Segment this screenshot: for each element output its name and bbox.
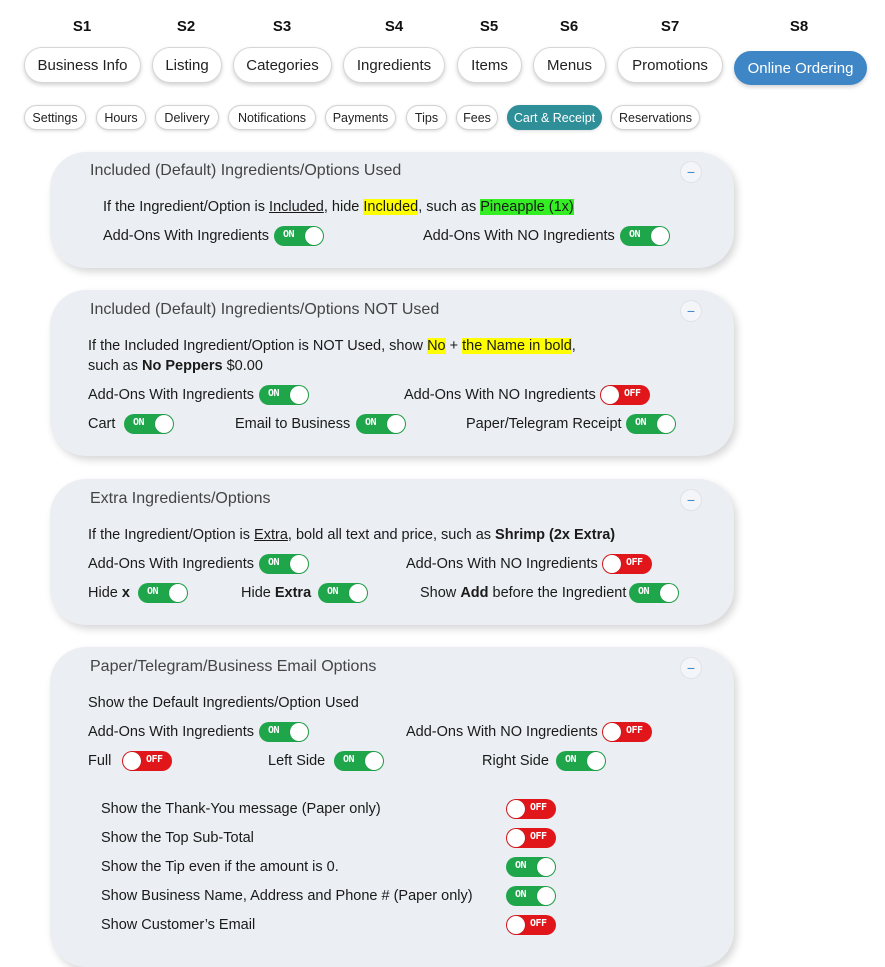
subtab-delivery[interactable]: Delivery <box>155 105 219 130</box>
tip-zero-toggle[interactable]: ON <box>506 857 556 877</box>
cart-label: Cart <box>88 416 116 432</box>
tab-categories[interactable]: Categories <box>233 47 332 83</box>
thank-you-label: Show the Thank-You message (Paper only) <box>101 801 381 817</box>
cart-toggle[interactable]: ON <box>124 414 174 434</box>
addons-without-toggle[interactable]: OFF <box>602 722 652 742</box>
subtab-payments[interactable]: Payments <box>325 105 396 130</box>
collapse-button[interactable]: − <box>680 300 702 322</box>
addons-without-toggle[interactable]: OFF <box>600 385 650 405</box>
addons-without-label: Add-Ons With NO Ingredients <box>406 724 598 740</box>
full-label: Full <box>88 753 112 769</box>
tab-online-ordering[interactable]: Online Ordering <box>734 51 867 85</box>
hide-x-toggle[interactable]: ON <box>138 583 188 603</box>
step-label-s2: S2 <box>176 18 196 35</box>
step-label-s1: S1 <box>72 18 92 35</box>
subtab-notifications[interactable]: Notifications <box>228 105 316 130</box>
thank-you-toggle[interactable]: OFF <box>506 799 556 819</box>
step-label-s5: S5 <box>479 18 499 35</box>
addons-without-label: Add-Ons With NO Ingredients <box>404 387 596 403</box>
card-title: Extra Ingredients/Options <box>90 490 271 507</box>
card-description: If the Ingredient/Option is Included, hide Included, such as Pineapple (1x) <box>103 199 574 215</box>
addons-without-label: Add-Ons With NO Ingredients <box>423 228 615 244</box>
addons-without-toggle[interactable]: OFF <box>602 554 652 574</box>
collapse-button[interactable]: − <box>680 657 702 679</box>
full-toggle[interactable]: OFF <box>122 751 172 771</box>
hide-x-label: Hide x <box>88 585 130 601</box>
step-label-s3: S3 <box>272 18 292 35</box>
business-info-label: Show Business Name, Address and Phone # (Paper only) <box>101 888 473 904</box>
subtab-settings[interactable]: Settings <box>24 105 86 130</box>
card-title: Included (Default) Ingredients/Options NOT Used <box>90 301 440 318</box>
email-business-label: Email to Business <box>235 416 351 432</box>
left-side-toggle[interactable]: ON <box>334 751 384 771</box>
business-info-toggle[interactable]: ON <box>506 886 556 906</box>
card-title: Paper/Telegram/Business Email Options <box>90 658 377 675</box>
card-title: Included (Default) Ingredients/Options Used <box>90 162 402 179</box>
card-description: If the Ingredient/Option is Extra, bold all text and price, such as Shrimp (2x Extra) <box>88 527 616 543</box>
addons-with-toggle[interactable]: ON <box>259 554 309 574</box>
addons-with-label: Add-Ons With Ingredients <box>88 387 255 403</box>
email-business-toggle[interactable]: ON <box>356 414 406 434</box>
customer-email-label: Show Customer’s Email <box>101 917 256 933</box>
tab-business-info[interactable]: Business Info <box>24 47 141 83</box>
step-label-s7: S7 <box>660 18 680 35</box>
subtab-reservations[interactable]: Reservations <box>611 105 700 130</box>
tab-ingredients[interactable]: Ingredients <box>343 47 445 83</box>
subtab-hours[interactable]: Hours <box>96 105 146 130</box>
addons-with-label: Add-Ons With Ingredients <box>103 228 270 244</box>
addons-with-toggle[interactable]: ON <box>259 385 309 405</box>
tab-promotions[interactable]: Promotions <box>617 47 723 83</box>
step-label-s6: S6 <box>559 18 579 35</box>
collapse-button[interactable]: − <box>680 489 702 511</box>
right-side-toggle[interactable]: ON <box>556 751 606 771</box>
hide-extra-toggle[interactable]: ON <box>318 583 368 603</box>
step-label-s8: S8 <box>789 18 809 35</box>
show-add-toggle[interactable]: ON <box>629 583 679 603</box>
right-side-label: Right Side <box>482 753 549 769</box>
tab-menus[interactable]: Menus <box>533 47 606 83</box>
customer-email-toggle[interactable]: OFF <box>506 915 556 935</box>
addons-without-toggle[interactable]: ON <box>620 226 670 246</box>
tip-zero-label: Show the Tip even if the amount is 0. <box>101 859 339 875</box>
paper-receipt-label: Paper/Telegram Receipt <box>466 416 622 432</box>
card-description: Show the Default Ingredients/Option Used <box>88 695 359 711</box>
addons-with-toggle[interactable]: ON <box>259 722 309 742</box>
card-description-line2: such as No Peppers $0.00 <box>88 358 263 374</box>
top-subtotal-label: Show the Top Sub-Total <box>101 830 254 846</box>
addons-with-label: Add-Ons With Ingredients <box>88 556 255 572</box>
tab-listing[interactable]: Listing <box>152 47 222 83</box>
tab-items[interactable]: Items <box>457 47 522 83</box>
subtab-tips[interactable]: Tips <box>406 105 447 130</box>
paper-receipt-toggle[interactable]: ON <box>626 414 676 434</box>
step-label-s4: S4 <box>384 18 404 35</box>
subtab-cart-receipt[interactable]: Cart & Receipt <box>507 105 602 130</box>
addons-with-toggle[interactable]: ON <box>274 226 324 246</box>
hide-extra-label: Hide Extra <box>241 585 312 601</box>
addons-with-label: Add-Ons With Ingredients <box>88 724 255 740</box>
left-side-label: Left Side <box>268 753 326 769</box>
card-description: If the Included Ingredient/Option is NOT Used, show No + the Name in bold, <box>88 338 576 354</box>
subtab-fees[interactable]: Fees <box>456 105 498 130</box>
top-subtotal-toggle[interactable]: OFF <box>506 828 556 848</box>
collapse-button[interactable]: − <box>680 161 702 183</box>
addons-without-label: Add-Ons With NO Ingredients <box>406 556 598 572</box>
show-add-label: Show Add before the Ingredient <box>420 585 627 601</box>
